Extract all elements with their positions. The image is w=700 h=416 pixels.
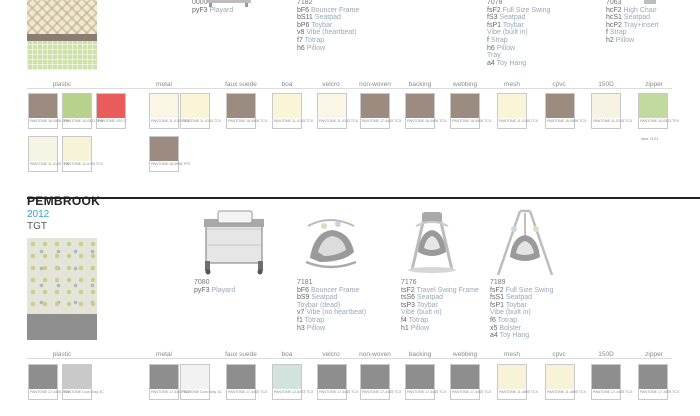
spec-line [606,37,659,45]
material-category-label: non-woven [359,81,391,88]
swatch-color [361,365,389,389]
swatch-color [406,365,434,389]
color-swatch [28,93,70,129]
part-description: Pillow [408,324,430,332]
color-swatch [180,364,222,400]
part-description: Vibe (built in) [487,29,528,37]
color-swatch [62,364,104,400]
material-category-label: metal [156,351,172,358]
part-code: v7 [297,309,305,317]
part-description: Strap [607,29,627,37]
part-code: bP6 [297,21,310,29]
swatch-color [97,94,125,118]
color-swatch [272,364,314,400]
spec-line [606,14,659,22]
part-code: h6 [487,44,495,52]
spec-line [297,37,359,45]
part-code: fsF2 [487,6,501,14]
part-code: tsS6 [401,294,416,302]
part-description: Seatpad [415,294,444,302]
swatch-color [546,94,574,118]
material-category-label: velcro [322,351,340,358]
part-code: hcF2 [606,6,622,14]
material-category-label: webbing [452,81,478,88]
material-category-label: backing [408,81,432,88]
part-code: v8 [297,29,305,37]
product-number: 7080 [194,279,210,286]
part-description: High Chair [621,6,657,14]
swatch-pantone-label: PANTONE 12-5203 TCX [274,390,314,394]
spec-line [297,14,359,22]
color-swatch [317,364,359,400]
spec-line [194,287,235,295]
color-swatch [497,93,539,129]
swatch-color [63,94,91,118]
spec-line [297,287,366,295]
full-size-swing-illustration [490,205,560,277]
swatch-color [29,137,57,161]
spec-line [297,325,366,333]
part-description: Strap [488,36,508,44]
part-description: Totrap [406,316,429,324]
swatch-pantone-label: PANTONE Cool Gray 1C [182,390,222,394]
part-description: Vibe (built in) [401,309,442,317]
part-description: Full Size Swing [500,6,551,14]
part-description: Playard [207,6,234,14]
spec-line [487,37,550,45]
color-swatch [591,364,633,400]
pattern-grid [27,41,97,70]
product-spec [401,279,479,332]
swatch-color [29,94,57,118]
product-number: 7189 [490,279,506,286]
color-swatch [149,93,191,129]
product-spec [297,279,366,332]
swatch-color [63,137,91,161]
spec-line [487,22,550,30]
part-description: Toybar [309,21,333,29]
swatch-pantone-label: PANTONE 15-0531 TPX [64,119,104,123]
material-category-label: webbing [452,351,478,358]
category-rule-top [27,88,672,89]
swatch-pantone-label: PANTONE 16-0906 TCX [452,119,492,123]
pattern-band [27,34,97,41]
part-description: Pillow [494,44,516,52]
color-swatch [226,93,268,129]
swatch-color [150,94,178,118]
material-category-label: metal [156,81,172,88]
color-swatch [62,136,104,172]
swatch-color [318,365,346,389]
swatch-color [592,365,620,389]
swatch-pantone-label: PANTONE 16-0906 TCX [228,119,268,123]
swatch-color [273,365,301,389]
swatch-pantone-label: PANTONE 11-0105 TCX [274,119,314,123]
spec-line [490,325,553,333]
swatch-pantone-label: PANTONE 17-4405 TCX [151,390,191,394]
part-code: fsP1 [487,21,502,29]
color-swatch [272,93,314,129]
swatch-pantone-label: PANTONE 11-0103 TCX [30,162,70,166]
swatch-pantone-label: PANTONE 16-0906 TCX [547,119,587,123]
part-code: bS11 [297,14,313,22]
product-spec [192,0,233,14]
swatch-pantone-label: PANTONE 11-4800 TCX [547,390,587,394]
material-category-label: faux suede [225,351,257,358]
part-description: Toy Hang [497,332,530,340]
swatch-color [318,94,346,118]
material-category-label: mesh [504,81,520,88]
swatch-pantone-label: PANTONE 17-4405 TCX [640,390,680,394]
spec-line [297,7,359,15]
swatch-pantone-label: PANTONE 1SS C [98,119,127,123]
part-description: Pillow [304,44,326,52]
color-swatch [317,93,359,129]
color-swatch [28,136,70,172]
swatch-pantone-label: PANTONE 17-4405 TCX [362,390,402,394]
collection-name: PEMBROOK [27,194,101,208]
spec-line [297,309,366,317]
swatch-color [63,365,91,389]
part-description: Playard [209,286,236,294]
part-code: fsS1 [490,294,505,302]
product-number: 7063 [606,0,622,6]
material-category-label: boa [281,81,293,88]
part-code: f [606,29,608,37]
part-description: Totrap [302,316,325,324]
spec-line [297,29,359,37]
swatch-color [150,137,178,161]
part-code: h3 [297,324,305,332]
part-description: Vibe (heartbeat) [304,29,357,37]
spec-line [606,7,659,15]
part-description: Seatpad [497,14,526,22]
product-number: 0000 [192,0,208,6]
spec-line [606,22,659,30]
part-description: Bouncer Frame [309,6,360,14]
swatch-color [181,94,209,118]
swatch-pantone-label: PANTONE 17-4405 TCX [30,390,70,394]
part-description: Travel Swing Frame [414,286,479,294]
part-code: tsP3 [401,301,416,309]
collection-year: 2012 [27,209,50,220]
product-spec [490,279,553,340]
swatch-color [546,365,574,389]
swatch-pantone-label: PANTONE 11-4800 TCX [499,390,539,394]
part-code: a4 [490,332,498,340]
part-code: f7 [297,36,303,44]
part-code: fsF2 [490,286,504,294]
spec-line [490,302,553,310]
part-description: Seatpad [312,14,341,22]
part-description: Vibe (no heartbeat) [304,309,367,317]
swatch-color [29,365,57,389]
part-description: Bolster [497,324,522,332]
part-code: pyF3 [192,6,208,14]
material-category-label: plastic [52,81,72,88]
collection-retailer: TGT [27,221,47,232]
swatch-color [592,94,620,118]
spec-line [490,317,553,325]
spec-line [487,60,550,68]
part-description: Seatpad [621,14,650,22]
part-code: bF6 [297,286,310,294]
part-code: hcP2 [606,21,622,29]
swatch-pantone-label: PANTONE 17-4405 TCX [362,119,402,123]
part-code: tsF2 [401,286,415,294]
part-description: Tray+insert [621,21,659,29]
pattern-dots [27,238,97,314]
playard-illustration [198,205,270,275]
part-description: Vibe (built in) [490,309,531,317]
swatch-pantone-label: PANTONE 17-4405 TCX [593,390,633,394]
color-swatch [28,364,70,400]
pattern-lattice [27,0,97,34]
swatch-pantone-label: PANTONE 11-0105 TCX [64,162,104,166]
color-swatch [360,364,402,400]
color-swatch [450,364,492,400]
product-spec [487,0,550,67]
spec-line [297,22,359,30]
part-code: f1 [297,316,303,324]
color-swatch [405,93,447,129]
part-code: h1 [401,324,409,332]
color-swatch [638,93,680,129]
spec-line [490,294,553,302]
swatch-color [361,94,389,118]
swatch-color [451,365,479,389]
fabric-pattern-swatch [27,0,97,70]
color-swatch [450,93,492,129]
product-spec [606,0,659,45]
material-category-label: plastic [52,351,72,358]
swatch-color [227,365,255,389]
swatch-pantone-label: PANTONE 17-4405 TCX [319,390,359,394]
color-swatch [360,93,402,129]
material-category-label: zipper [645,81,663,88]
material-category-label: cpvc [552,351,566,358]
spec-line [487,45,550,53]
swatch-pantone-label: PANTONE Cool Gray 4C [64,390,104,394]
fabric-pattern-swatch-pembrook [27,238,97,340]
bouncer-illustration [300,212,362,272]
part-code: h2 [606,36,614,44]
category-rule-bottom [27,358,672,359]
swatch-color [150,365,178,389]
spec-line [490,287,553,295]
spec-line [487,7,550,15]
spec-line [490,332,553,340]
swatch-pantone-label: PANTONE 11-0103 TCX [319,119,359,123]
spec-line [297,45,359,53]
part-description: Bouncer Frame [309,286,360,294]
part-code: a4 [487,59,495,67]
swatch-color [406,94,434,118]
part-description: Seatpad [309,294,338,302]
part-description: Seatpad [504,294,533,302]
part-code: bS9 [297,294,310,302]
part-description: Pillow [613,36,635,44]
swatch-color [639,365,667,389]
spec-line [401,294,479,302]
part-description: Toybar [501,21,524,29]
part-code: hcS1 [606,14,622,22]
swatch-pantone-label: PANTONE 11-0103 TCX [151,119,191,123]
part-code: fsP1 [490,301,505,309]
color-swatch [149,136,191,172]
material-category-label: backing [408,351,432,358]
color-swatch [226,364,268,400]
spec-line [487,14,550,22]
part-description: Pillow [304,324,326,332]
spec-line [606,29,659,37]
color-swatch [96,93,126,129]
material-category-label: faux suede [225,81,257,88]
swatch-pantone-label: PANTONE 17-4405 TCX [407,390,447,394]
product-number: 7182 [297,0,313,6]
color-swatch [497,364,539,400]
part-description: Totrap [495,316,518,324]
color-swatch [405,364,447,400]
swatch-pantone-label: PANTONE 16-0906 TCX [407,119,447,123]
part-description: Toy Hang [494,59,527,67]
product-number: 7176 [401,279,417,286]
zipper-note: lace 7121 [641,136,659,141]
part-code: h6 [297,44,305,52]
part-description: Totrap [302,36,325,44]
spec-line [297,317,366,325]
color-swatch [638,364,680,400]
color-swatch [545,93,587,129]
swatch-color [498,94,526,118]
swatch-color [227,94,255,118]
spec-line [401,325,479,333]
product-spec [297,0,359,52]
swatch-pantone-label: PANTONE 11-0105 TCX [499,119,539,123]
swatch-color [273,94,301,118]
part-code: fS3 [487,14,498,22]
part-code: f [487,36,489,44]
color-swatch [180,93,222,129]
product-number: 7181 [297,279,313,286]
material-category-label: velcro [322,81,340,88]
spec-line [401,302,479,310]
spec-line [401,317,479,325]
part-code: f6 [490,316,496,324]
product-number: 7078 [487,0,503,6]
material-category-label: mesh [504,351,520,358]
part-description: Toybar [415,301,438,309]
part-description: Toybar (dead) [297,301,341,309]
swatch-color [498,365,526,389]
material-category-label: 150D [598,351,614,358]
material-category-label: boa [281,351,293,358]
part-description: Full Size Swing [503,286,554,294]
swatch-pantone-label: PANTONE 17-4405 TCX [452,390,492,394]
part-code: x5 [490,324,498,332]
part-code: bF6 [297,6,310,14]
color-swatch [62,93,104,129]
part-code: f4 [401,316,407,324]
product-spec [194,279,235,294]
section-divider [27,197,700,199]
swatch-pantone-label: PANTONE 11-0105 TCX [593,119,633,123]
pattern-band [27,314,97,340]
swatch-pantone-label: PANTONE 16-0906 TPX [30,119,70,123]
color-swatch [591,93,633,129]
swatch-color [181,365,209,389]
part-description: Tray [487,52,501,60]
swatch-pantone-label: PANTONE 11-0105 TCX [182,119,222,123]
material-category-label: non-woven [359,351,391,358]
spec-line [192,7,233,15]
spec-line [401,287,479,295]
material-category-label: 150D [598,81,614,88]
swatch-pantone-label: PANTONE 15-0523 TPX [640,119,680,123]
spec-line [297,294,366,302]
swatch-pantone-label: PANTONE 17-4405 TCX [228,390,268,394]
color-swatch [149,364,191,400]
part-code: pyF3 [194,286,210,294]
color-swatch [545,364,587,400]
material-category-label: zipper [645,351,663,358]
travel-swing-illustration [402,208,462,274]
swatch-pantone-label: PANTONE 16-0906 TPX [151,162,191,166]
material-category-label: cpvc [552,81,566,88]
swatch-color [639,94,667,118]
swatch-color [451,94,479,118]
part-description: Toybar [504,301,527,309]
